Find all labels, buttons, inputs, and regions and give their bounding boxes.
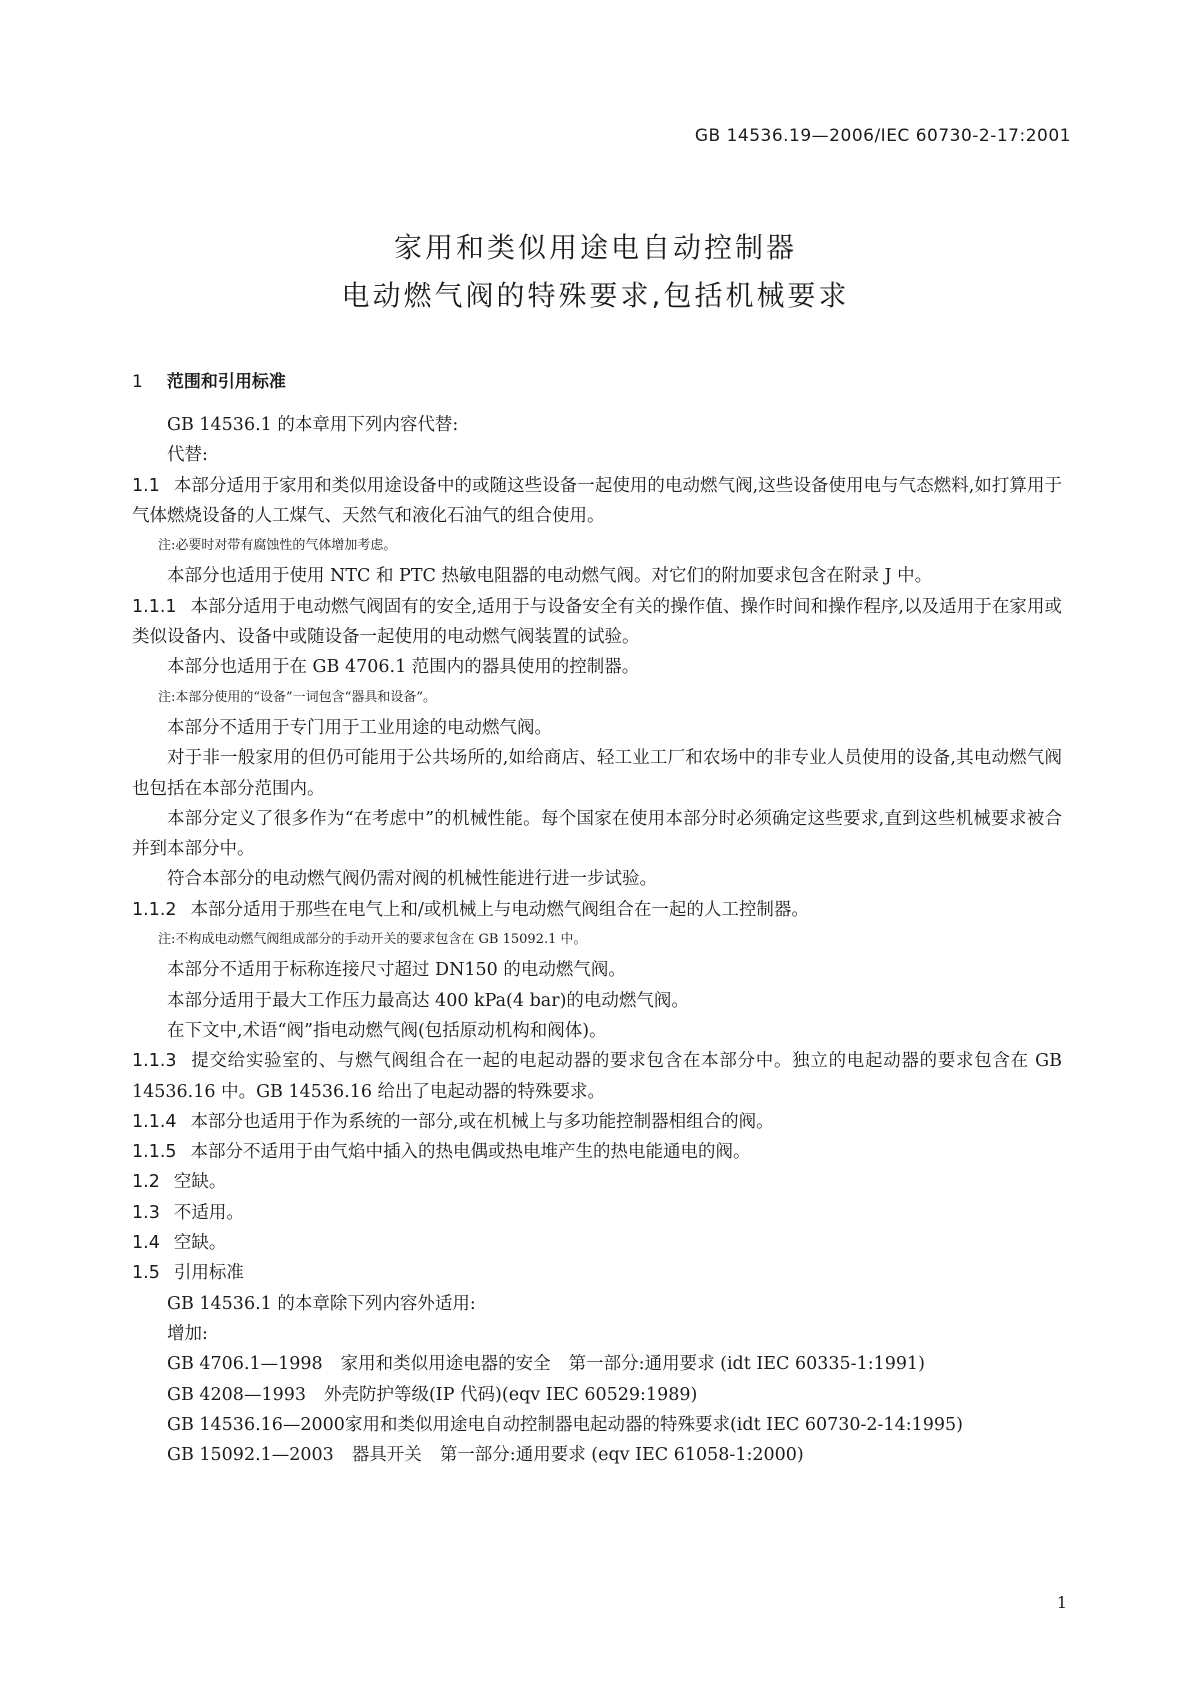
clause-1-4 [132, 1228, 1062, 1258]
clause-1-5 [132, 1258, 1062, 1288]
reference-title: 家用和类似用途电自动控制器 [344, 1414, 573, 1435]
reference-code: GB 4706.1—1998 [167, 1354, 323, 1375]
document-title-line-1: 家用和类似用途电自动控制器 [393, 231, 797, 264]
reference-item [132, 1349, 1062, 1379]
clause-number: 1.1.1 [132, 596, 177, 617]
clause-1-1-3 [132, 1046, 1062, 1107]
clause-1-1 [132, 471, 1062, 532]
reference-code: GB 14536.16—2000 [167, 1414, 345, 1435]
document-title-line-2: 电动燃气阀的特殊要求,包括机械要求 [341, 279, 850, 312]
paragraph: 本部分定义了很多作为“在考虑中”的机械性能。每个国家在使用本部分时必须确定这些要求,直到这些机械要求被合并到本部分中。 [132, 808, 1062, 860]
clause-1-1-5 [132, 1137, 1062, 1167]
paragraph: 增加: [167, 1323, 208, 1344]
paragraph: 本部分不适用于专门用于工业用途的电动燃气阀。 [167, 717, 552, 738]
reference-item [132, 1380, 1062, 1410]
clause-text: 本部分适用于家用和类似用途设备中的或随这些设备一起使用的电动燃气阀,这些设备使用电与气态燃料,如打算用于气体燃烧设备的人工煤气、天然气和液化石油气的组合使用。 [132, 475, 1062, 526]
paragraph: 本部分也适用于在 GB 4706.1 范围内的器具使用的控制器。 [167, 657, 640, 678]
reference-title: 外壳防护等级(IP 代码)(eqv IEC 60529:1989) [323, 1384, 698, 1405]
section-heading [132, 367, 286, 392]
page-number: 1 [1056, 1593, 1067, 1612]
clause-1-1-4 [132, 1107, 1062, 1137]
clause-text: 本部分不适用于由气焰中插入的热电偶或热电堆产生的热电能通电的阀。 [190, 1142, 751, 1163]
note: 注:必要时对带有腐蚀性的气体增加考虑。 [158, 538, 397, 554]
note: 注:本部分使用的“设备”一词包含“器具和设备”。 [158, 689, 436, 705]
clause-number: 1.3 [132, 1202, 160, 1223]
paragraph: 本部分也适用于使用 NTC 和 PTC 热敏电阻器的电动燃气阀。对它们的附加要求包含在附录 J 中。 [167, 566, 933, 587]
clause-text: 空缺。 [173, 1233, 227, 1254]
reference-code: GB 15092.1—2003 [167, 1445, 334, 1466]
reference-title: 家用和类似用途电器的安全 [340, 1354, 551, 1375]
paragraph: 代替: [167, 445, 208, 466]
clause-number: 1.5 [132, 1263, 160, 1284]
paragraph: 符合本部分的电动燃气阀仍需对阀的机械性能进行进一步试验。 [167, 869, 657, 890]
clause-1-3 [132, 1198, 1062, 1228]
paragraph: 本部分不适用于标称连接尺寸超过 DN150 的电动燃气阀。 [167, 960, 626, 981]
clause-1-1-2 [132, 895, 1062, 925]
clause-number: 1.1.3 [132, 1051, 177, 1072]
clause-text: 不适用。 [173, 1202, 244, 1223]
reference-item [132, 1440, 1062, 1470]
clause-number: 1.1.2 [132, 899, 177, 920]
clause-number: 1.2 [132, 1172, 160, 1193]
paragraph: GB 14536.1 的本章用下列内容代替: [167, 415, 459, 435]
clause-number: 1.1.4 [132, 1111, 177, 1132]
clause-text: 本部分也适用于作为系统的一部分,或在机械上与多功能控制器相组合的阀。 [190, 1111, 774, 1132]
reference-extra: 第一部分:通用要求 (eqv IEC 61058-1:2000) [439, 1445, 804, 1466]
clause-number: 1.1 [132, 475, 160, 496]
clause-text: 引用标准 [173, 1263, 244, 1284]
clause-1-1-1 [132, 592, 1062, 653]
paragraph: 对于非一般家用的但仍可能用于公共场所的,如给商店、轻工业工厂和农场中的非专业人员使用的设备,其电动燃气阀也包括在本部分范围内。 [132, 748, 1062, 799]
clause-1-2 [132, 1167, 1062, 1197]
note: 注:不构成电动燃气阀组成部分的手动开关的要求包含在 GB 15092.1 中。 [158, 932, 587, 948]
reference-code: GB 4208—1993 [167, 1384, 306, 1405]
clause-text: 提交给实验室的、与燃气阀组合在一起的电起动器的要求包含在本部分中。独立的电起动器的要求包含在 GB 14536.16 中。GB 14536.16 给出了电起动器的特殊要求。 [132, 1051, 1062, 1102]
clause-text: 本部分适用于电动燃气阀固有的安全,适用于与设备安全有关的操作值、操作时间和操作程序,以及适用于在家用或类似设备内、设备中或随设备一起使用的电动燃气阀装置的试验。 [132, 596, 1062, 648]
section-number: 1 [132, 372, 143, 392]
paragraph: 本部分适用于最大工作压力最高达 400 kPa(4 bar)的电动燃气阀。 [167, 990, 689, 1011]
reference-extra: 第一部分:通用要求 (idt IEC 60335-1:1991) [568, 1354, 925, 1375]
reference-title: 器具开关 [351, 1445, 422, 1466]
clause-number: 1.1.5 [132, 1142, 177, 1163]
standard-code: GB 14536.19—2006/IEC 60730-2-17:2001 [694, 126, 1071, 146]
clause-text: 空缺。 [173, 1172, 227, 1193]
clause-text: 本部分适用于那些在电气上和/或机械上与电动燃气阀组合在一起的人工控制器。 [190, 899, 809, 920]
reference-extra: 电起动器的特殊要求(idt IEC 60730-2-14:1995) [572, 1414, 963, 1435]
paragraph: 在下文中,术语“阀”指电动燃气阀(包括原动机构和阀体)。 [167, 1020, 607, 1041]
document-body [132, 410, 1062, 1470]
section-title: 范围和引用标准 [166, 372, 286, 392]
reference-item [132, 1410, 1062, 1440]
paragraph: GB 14536.1 的本章除下列内容外适用: [167, 1293, 476, 1314]
clause-number: 1.4 [132, 1233, 160, 1254]
